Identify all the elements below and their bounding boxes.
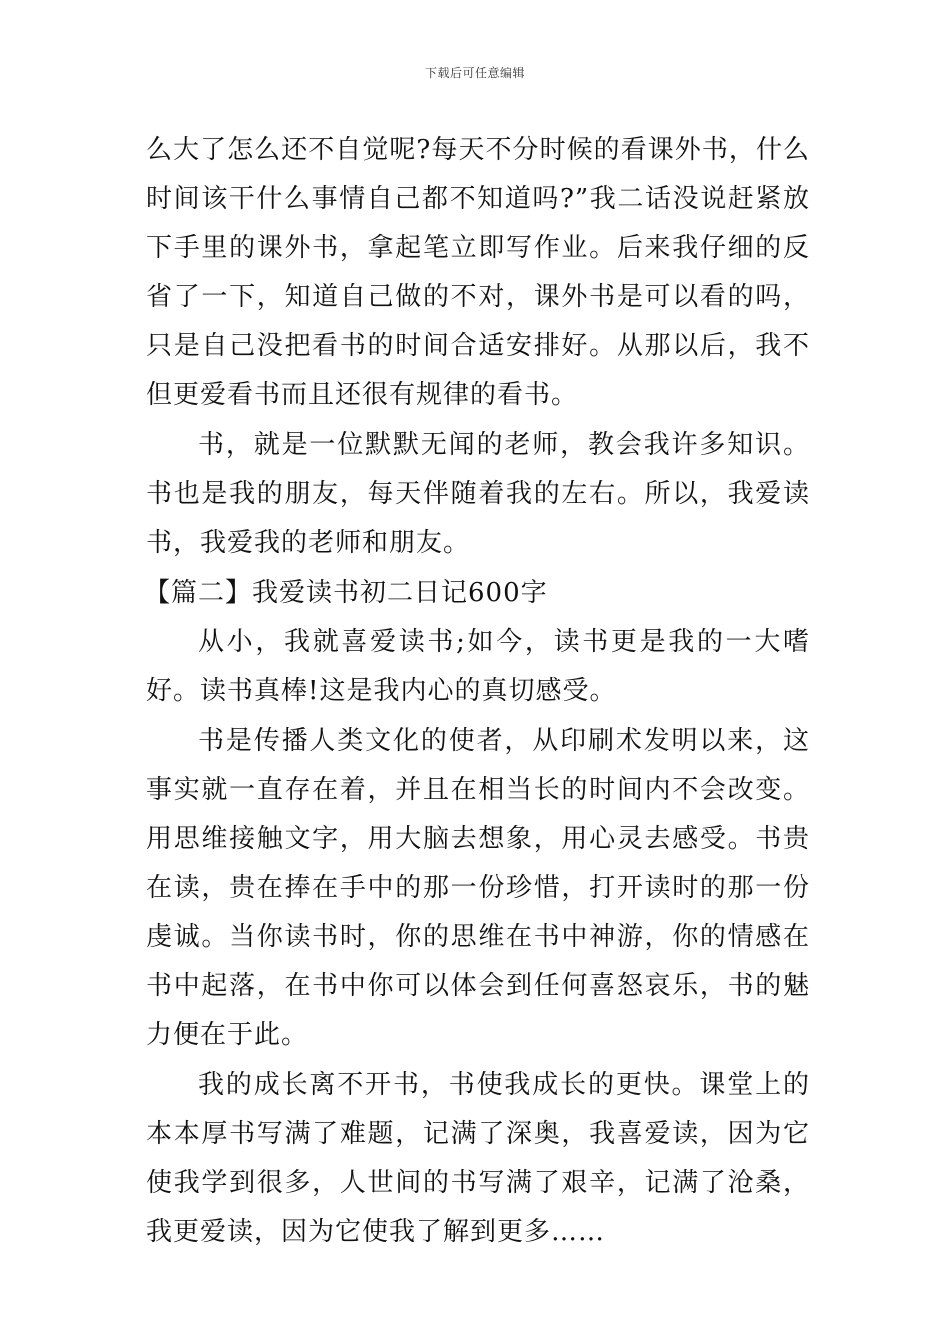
- document-body: [146, 126, 810, 1258]
- paragraph-continued: 么大了怎么还不自觉呢?每天不分时候的看课外书，什么时间该干什么事情自己都不知道吗?”我二话没说赶紧放下手里的课外书，拿起笔立即写作业。后来我仔细的反省了一下，知道自己做的不对，课外书是可以看的吗，只是自己没把看书的时间合适安排好。从那以后，我不但更爱看书而且还很有规律的看书。: [146, 135, 810, 410]
- paragraph-love-reading: 从小，我就喜爱读书;如今，读书更是我的一大嗜好。读书真棒!这是我内心的真切感受。: [146, 627, 810, 706]
- page-header: 下载后可任意编辑: [424, 66, 525, 80]
- paragraph-growth: 我的成长离不开书，书使我成长的更快。课堂上的本本厚书写满了难题，记满了深奥，我喜爱读，因为它使我学到很多，人世间的书写满了艰辛，记满了沧桑，我更爱读，因为它使我了解到更多……: [146, 1070, 810, 1247]
- paragraph-book-teacher: 书，就是一位默默无闻的老师，教会我许多知识。书也是我的朋友，每天伴随着我的左右。所以，我爱读书，我爱我的老师和朋友。: [146, 430, 810, 558]
- paragraph-book-messenger: 书是传播人类文化的使者，从印刷术发明以来，这事实就一直存在着，并且在相当长的时间内不会改变。用思维接触文字，用大脑去想象，用心灵去感受。书贵在读，贵在捧在手中的那一份珍惜，打开读时的那一份虔诚。当你读书时，你的思维在书中神游，你的情感在书中起落，在书中你可以体会到任何喜怒哀乐，书的魅力便在于此。: [146, 726, 810, 1050]
- section-heading: 【篇二】我爱读书初二日记600字: [144, 578, 548, 608]
